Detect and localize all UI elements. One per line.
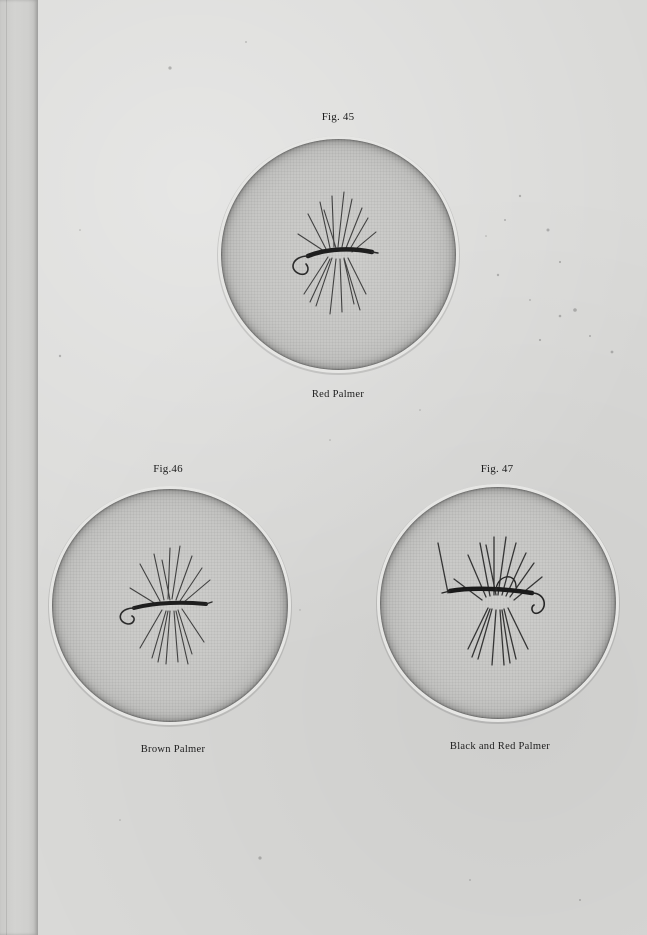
specimen-window — [52, 489, 288, 722]
spine-crease — [6, 0, 7, 935]
fly-caption: Black and Red Palmer — [449, 741, 551, 752]
brown-palmer-fly-image — [52, 489, 288, 722]
figure-label: Fig.46 — [153, 463, 183, 475]
fly-caption: Red Palmer — [311, 389, 365, 400]
specimen-window — [221, 139, 456, 370]
specimen-window — [380, 487, 616, 719]
red-palmer-fly-image — [221, 139, 456, 370]
figure-label: Fig. 47 — [480, 463, 514, 475]
book-spine — [0, 0, 38, 935]
figure-label: Fig. 45 — [321, 111, 355, 123]
black-and-red-palmer-fly-image — [380, 487, 616, 719]
fly-caption: Brown Palmer — [140, 744, 206, 755]
